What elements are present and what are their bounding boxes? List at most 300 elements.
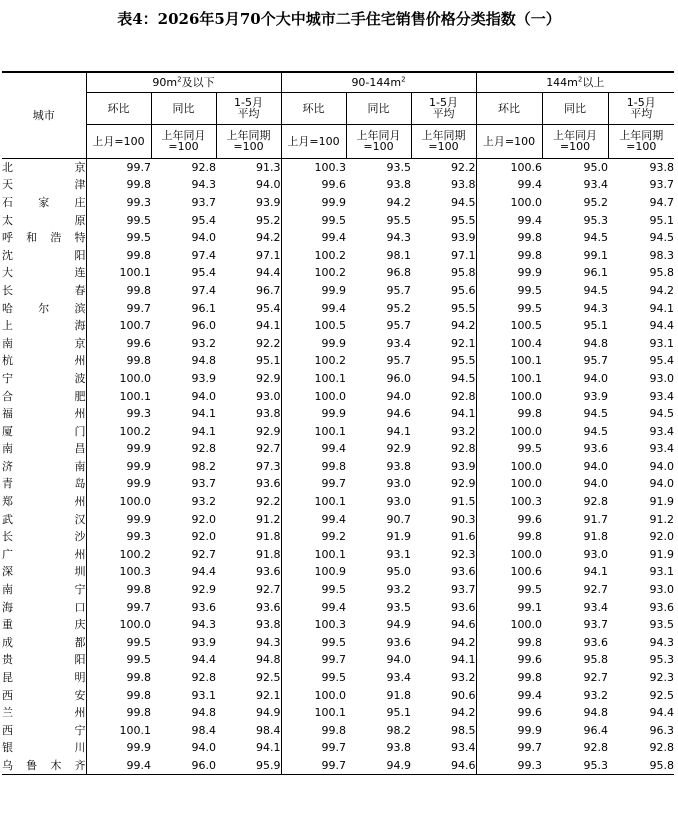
index-value: 91.8 (583, 530, 609, 544)
index-value: 99.8 (281, 722, 346, 740)
index-value: 99.2 (281, 528, 346, 546)
index-value: 93.8 (451, 178, 476, 192)
table-row (2, 739, 674, 757)
table-row (2, 634, 674, 652)
index-value: 94.1 (191, 424, 216, 438)
index-value: 99.4 (281, 299, 346, 317)
index-value: 93.4 (649, 442, 675, 456)
index-value: 99.8 (476, 246, 542, 264)
group-header-medium: $90-144m^2$ (281, 72, 476, 92)
index-value: 92.9 (256, 371, 281, 385)
index-value: 90.3 (451, 512, 476, 526)
city-name: 成都 (2, 635, 86, 649)
city-name: 贵阳 (2, 653, 86, 667)
index-value: 95.3 (649, 653, 675, 667)
index-value: 91.9 (649, 547, 675, 561)
index-value: 93.6 (386, 635, 411, 649)
index-value: 99.9 (86, 739, 151, 757)
index-value: 94.1 (256, 741, 281, 755)
index-value: 94.3 (649, 635, 675, 649)
index-value: 94.1 (256, 319, 281, 333)
index-value: 95.4 (191, 266, 216, 280)
index-value: 95.8 (608, 757, 674, 775)
table-row (2, 282, 674, 300)
index-value: 93.5 (649, 618, 675, 632)
index-value: 93.6 (256, 600, 281, 614)
index-value: 99.3 (86, 528, 151, 546)
index-value: 95.1 (583, 319, 609, 333)
index-value: 90.6 (451, 688, 476, 702)
index-value: 94.4 (649, 706, 675, 720)
index-value: 99.5 (476, 440, 542, 458)
base-mom: 上月=100 (281, 124, 346, 158)
index-value: 94.5 (649, 407, 675, 421)
index-value: 92.1 (256, 688, 281, 702)
table-row (2, 563, 674, 581)
index-value: 93.4 (386, 336, 411, 350)
index-value: 95.4 (256, 301, 281, 315)
table-row (2, 581, 674, 599)
city-name: 杭州 (2, 354, 86, 368)
index-value: 93.0 (649, 371, 675, 385)
index-value: 92.9 (191, 583, 216, 597)
table-row (2, 598, 674, 616)
table-row (2, 510, 674, 528)
index-value: 92.2 (256, 495, 281, 509)
index-value: 91.5 (451, 495, 476, 509)
index-value: 92.0 (649, 530, 675, 544)
index-value: 100.2 (86, 422, 151, 440)
index-value: 100.1 (86, 722, 151, 740)
index-value: 93.9 (451, 459, 476, 473)
index-value: 100.9 (281, 563, 346, 581)
index-value: 99.4 (476, 211, 542, 229)
index-value: 99.8 (476, 528, 542, 546)
index-value: 93.2 (191, 495, 216, 509)
table-row (2, 194, 674, 212)
index-value: 93.4 (649, 389, 675, 403)
index-value: 100.1 (476, 352, 542, 370)
index-value: 99.8 (86, 669, 151, 687)
index-value: 96.7 (256, 283, 281, 297)
index-value: 92.8 (583, 495, 609, 509)
index-value: 99.4 (281, 598, 346, 616)
index-value: 94.8 (583, 706, 609, 720)
table-row (2, 246, 674, 264)
index-value: 93.9 (583, 389, 609, 403)
index-value: 99.6 (86, 334, 151, 352)
index-value: 92.3 (451, 547, 476, 561)
index-value: 91.9 (386, 530, 411, 544)
table-row (2, 211, 674, 229)
index-value: 93.8 (386, 178, 411, 192)
city-name: 上海 (2, 319, 86, 333)
city-name: 太原 (2, 213, 86, 227)
subheader-ytd: 1-5月 平均 (608, 92, 674, 124)
city-name: 济南 (2, 459, 86, 473)
index-value: 100.0 (281, 387, 346, 405)
city-header: 城市 (2, 72, 86, 158)
index-value: 94.2 (256, 231, 281, 245)
index-value: 99.8 (476, 405, 542, 423)
index-value: 100.3 (281, 158, 346, 176)
city-name: 昆明 (2, 671, 86, 685)
index-value: 95.1 (649, 213, 675, 227)
index-value: 93.6 (583, 442, 609, 456)
index-value: 91.3 (256, 160, 281, 174)
city-name: 北京 (2, 160, 86, 174)
index-value: 93.4 (583, 178, 609, 192)
table-title: 表4：2026年5月70个大中城市二手住宅销售价格分类指数（一） (117, 10, 561, 28)
index-value: 92.9 (386, 442, 411, 456)
index-value: 100.4 (476, 334, 542, 352)
index-value: 94.1 (191, 407, 216, 421)
index-value: 93.6 (451, 565, 476, 579)
index-value: 92.2 (451, 160, 476, 174)
index-value: 92.7 (583, 583, 609, 597)
table-row (2, 229, 674, 247)
index-value: 93.5 (386, 600, 411, 614)
table-row (2, 722, 674, 740)
index-value: 93.6 (451, 600, 476, 614)
table-row (2, 158, 674, 176)
index-value: 100.0 (476, 475, 542, 493)
index-value: 99.6 (476, 510, 542, 528)
index-value: 93.8 (386, 459, 411, 473)
index-value: 99.8 (86, 352, 151, 370)
index-value: 92.8 (451, 442, 476, 456)
index-value: 100.3 (86, 563, 151, 581)
index-value: 93.2 (386, 583, 411, 597)
index-value: 100.5 (281, 317, 346, 335)
group-header-small: $90m^2$及以下 (86, 72, 281, 92)
index-value: 97.4 (191, 248, 216, 262)
city-name: 大连 (2, 266, 86, 280)
index-value: 91.2 (649, 512, 675, 526)
index-value: 95.7 (386, 283, 411, 297)
index-value: 100.1 (476, 370, 542, 388)
index-value: 93.8 (256, 618, 281, 632)
table-row (2, 387, 674, 405)
index-value: 99.8 (86, 282, 151, 300)
index-value: 100.2 (281, 264, 346, 282)
index-value: 94.2 (451, 635, 476, 649)
index-value: 100.7 (86, 317, 151, 335)
city-name: 沈阳 (2, 248, 86, 262)
index-value: 100.6 (476, 563, 542, 581)
index-value: 94.4 (191, 565, 216, 579)
index-value: 99.9 (281, 334, 346, 352)
index-value: 92.9 (256, 424, 281, 438)
table-row (2, 317, 674, 335)
base-ytd: 上年同期 =100 (608, 124, 674, 158)
table-row (2, 299, 674, 317)
index-value: 99.5 (281, 581, 346, 599)
index-value: 99.1 (476, 598, 542, 616)
table-row (2, 405, 674, 423)
city-name: 南京 (2, 336, 86, 350)
index-value: 96.8 (386, 266, 411, 280)
index-value: 100.0 (476, 422, 542, 440)
subheader-yoy: 同比 (151, 92, 216, 124)
index-value: 99.5 (476, 282, 542, 300)
table-row (2, 352, 674, 370)
index-value: 94.0 (256, 178, 281, 192)
index-value: 99.3 (476, 757, 542, 775)
city-name: 天津 (2, 178, 86, 192)
index-value: 94.7 (649, 195, 675, 209)
index-value: 99.8 (86, 686, 151, 704)
index-value: 93.0 (386, 495, 411, 509)
index-value: 93.7 (583, 618, 609, 632)
subheader-ytd: 1-5月 平均 (411, 92, 476, 124)
index-value: 98.2 (386, 723, 411, 737)
index-value: 94.8 (191, 354, 216, 368)
index-value: 100.2 (281, 352, 346, 370)
index-value: 99.9 (476, 722, 542, 740)
index-value: 99.9 (86, 440, 151, 458)
subheader-yoy: 同比 (346, 92, 411, 124)
index-value: 94.3 (191, 178, 216, 192)
index-value: 99.4 (476, 176, 542, 194)
index-value: 99.5 (86, 651, 151, 669)
index-value: 94.0 (583, 371, 609, 385)
table-row (2, 440, 674, 458)
index-value: 94.5 (649, 231, 675, 245)
index-value: 100.1 (281, 493, 346, 511)
table-row (2, 546, 674, 564)
index-value: 95.2 (386, 301, 411, 315)
index-value: 94.2 (451, 706, 476, 720)
index-value: 94.5 (451, 195, 476, 209)
index-value: 94.9 (346, 757, 411, 775)
city-name: 石家庄 (2, 195, 86, 209)
index-value: 94.6 (386, 407, 411, 421)
index-value: 93.9 (256, 195, 281, 209)
index-value: 92.3 (649, 671, 675, 685)
index-value: 97.4 (191, 283, 216, 297)
table-row (2, 493, 674, 511)
index-value: 93.8 (386, 741, 411, 755)
index-value: 93.7 (191, 195, 216, 209)
index-value: 91.6 (451, 530, 476, 544)
group-header-large: $144m^2$以上 (476, 72, 674, 92)
index-value: 99.5 (476, 299, 542, 317)
table-row (2, 686, 674, 704)
index-value: 99.8 (281, 458, 346, 476)
index-value: 91.7 (583, 512, 609, 526)
index-value: 98.5 (451, 723, 476, 737)
table-row (2, 475, 674, 493)
index-value: 93.8 (256, 407, 281, 421)
subheader-ytd: 1-5月 平均 (216, 92, 281, 124)
index-value: 99.5 (86, 229, 151, 247)
index-value: 95.0 (386, 565, 411, 579)
index-value: 96.0 (386, 371, 411, 385)
index-value: 99.5 (281, 211, 346, 229)
index-value: 91.8 (386, 688, 411, 702)
index-value: 90.7 (386, 512, 411, 526)
city-name: 兰州 (2, 706, 86, 720)
index-value: 96.4 (583, 723, 609, 737)
index-value: 100.0 (476, 387, 542, 405)
index-value: 100.1 (281, 546, 346, 564)
index-value: 95.7 (386, 319, 411, 333)
index-value: 94.6 (451, 618, 476, 632)
city-name: 武汉 (2, 512, 86, 526)
index-value: 100.2 (86, 546, 151, 564)
index-value: 94.9 (386, 618, 411, 632)
city-name: 长沙 (2, 530, 86, 544)
index-value: 96.0 (151, 757, 216, 775)
index-value: 94.4 (649, 319, 675, 333)
index-value: 94.3 (191, 618, 216, 632)
table-row (2, 616, 674, 634)
city-name: 南昌 (2, 442, 86, 456)
index-value: 91.8 (256, 547, 281, 561)
index-value: 100.5 (476, 317, 542, 335)
index-value: 94.5 (451, 371, 476, 385)
index-value: 95.3 (583, 213, 609, 227)
index-value: 92.0 (191, 530, 216, 544)
index-value: 95.3 (542, 757, 608, 775)
index-value: 92.7 (191, 547, 216, 561)
index-value: 93.2 (191, 336, 216, 350)
index-value: 93.7 (451, 583, 476, 597)
table-row (2, 651, 674, 669)
index-value: 94.8 (191, 706, 216, 720)
index-value: 92.8 (649, 741, 675, 755)
index-value: 93.1 (649, 336, 675, 350)
index-value: 94.2 (649, 283, 675, 297)
index-value: 99.8 (476, 229, 542, 247)
index-value: 93.9 (191, 371, 216, 385)
index-value: 94.0 (583, 477, 609, 491)
index-value: 92.8 (451, 389, 476, 403)
subheader-yoy: 同比 (542, 92, 608, 124)
city-name: 海口 (2, 600, 86, 614)
index-value: 100.0 (476, 458, 542, 476)
index-value: 92.8 (191, 160, 216, 174)
index-value: 95.8 (451, 266, 476, 280)
base-yoy: 上年同月 =100 (346, 124, 411, 158)
index-value: 99.1 (583, 248, 609, 262)
index-value: 94.6 (411, 757, 476, 775)
index-value: 94.5 (583, 424, 609, 438)
index-value: 92.5 (649, 688, 675, 702)
index-value: 100.3 (476, 493, 542, 511)
city-name: 宁波 (2, 371, 86, 385)
index-value: 99.8 (86, 246, 151, 264)
index-value: 94.2 (451, 319, 476, 333)
city-name: 乌鲁木齐 (2, 757, 86, 775)
base-ytd: 上年同期 =100 (411, 124, 476, 158)
city-name: 福州 (2, 407, 86, 421)
index-value: 94.8 (583, 336, 609, 350)
index-value: 93.6 (583, 635, 609, 649)
index-value: 95.2 (256, 213, 281, 227)
index-value: 93.6 (191, 600, 216, 614)
city-name: 南宁 (2, 583, 86, 597)
index-value: 95.5 (451, 301, 476, 315)
index-value: 99.5 (281, 669, 346, 687)
index-value: 94.0 (386, 653, 411, 667)
index-value: 99.6 (476, 704, 542, 722)
table-row (2, 264, 674, 282)
index-value: 100.0 (86, 370, 151, 388)
index-value: 99.5 (281, 634, 346, 652)
index-value: 93.6 (649, 600, 675, 614)
index-value: 93.1 (386, 547, 411, 561)
index-value: 99.5 (86, 634, 151, 652)
city-name: 长春 (2, 283, 86, 297)
index-value: 95.5 (451, 213, 476, 227)
index-value: 94.1 (649, 301, 675, 315)
city-name: 西宁 (2, 723, 86, 737)
index-value: 99.4 (86, 757, 151, 775)
index-value: 92.7 (256, 583, 281, 597)
index-value: 100.0 (281, 686, 346, 704)
index-value: 94.0 (649, 459, 675, 473)
index-value: 98.2 (191, 459, 216, 473)
table-row (2, 422, 674, 440)
index-value: 100.0 (86, 493, 151, 511)
index-value: 95.2 (583, 195, 609, 209)
index-value: 99.3 (86, 405, 151, 423)
index-value: 92.7 (256, 442, 281, 456)
index-value: 93.4 (583, 600, 609, 614)
index-value: 100.1 (281, 422, 346, 440)
index-value: 94.5 (583, 407, 609, 421)
index-value: 92.7 (583, 671, 609, 685)
index-value: 95.6 (451, 283, 476, 297)
base-mom: 上月=100 (86, 124, 151, 158)
index-value: 99.8 (476, 634, 542, 652)
index-value: 93.5 (386, 160, 411, 174)
subheader-mom: 环比 (281, 92, 346, 124)
table-row (2, 458, 674, 476)
index-value: 93.8 (649, 160, 675, 174)
index-value: 92.5 (256, 671, 281, 685)
index-value: 100.0 (476, 616, 542, 634)
index-value: 98.4 (256, 723, 281, 737)
index-value: 95.5 (451, 354, 476, 368)
index-value: 93.2 (583, 688, 609, 702)
index-value: 93.0 (386, 477, 411, 491)
index-value: 99.5 (476, 581, 542, 599)
index-value: 94.5 (583, 283, 609, 297)
index-value: 94.3 (256, 635, 281, 649)
index-value: 94.1 (583, 565, 609, 579)
index-value: 94.1 (451, 653, 476, 667)
index-value: 99.7 (86, 299, 151, 317)
index-value: 98.4 (191, 723, 216, 737)
city-name: 深圳 (2, 565, 86, 579)
index-value: 99.3 (86, 194, 151, 212)
city-name: 哈尔滨 (2, 301, 86, 315)
city-name: 西安 (2, 688, 86, 702)
base-mom: 上月=100 (476, 124, 542, 158)
index-value: 99.9 (476, 264, 542, 282)
index-value: 99.8 (86, 704, 151, 722)
index-value: 94.8 (256, 653, 281, 667)
index-value: 92.9 (451, 477, 476, 491)
index-value: 95.7 (386, 354, 411, 368)
index-value: 93.7 (649, 178, 675, 192)
index-value: 95.7 (583, 354, 609, 368)
index-value: 99.5 (86, 211, 151, 229)
index-value: 93.0 (649, 583, 675, 597)
